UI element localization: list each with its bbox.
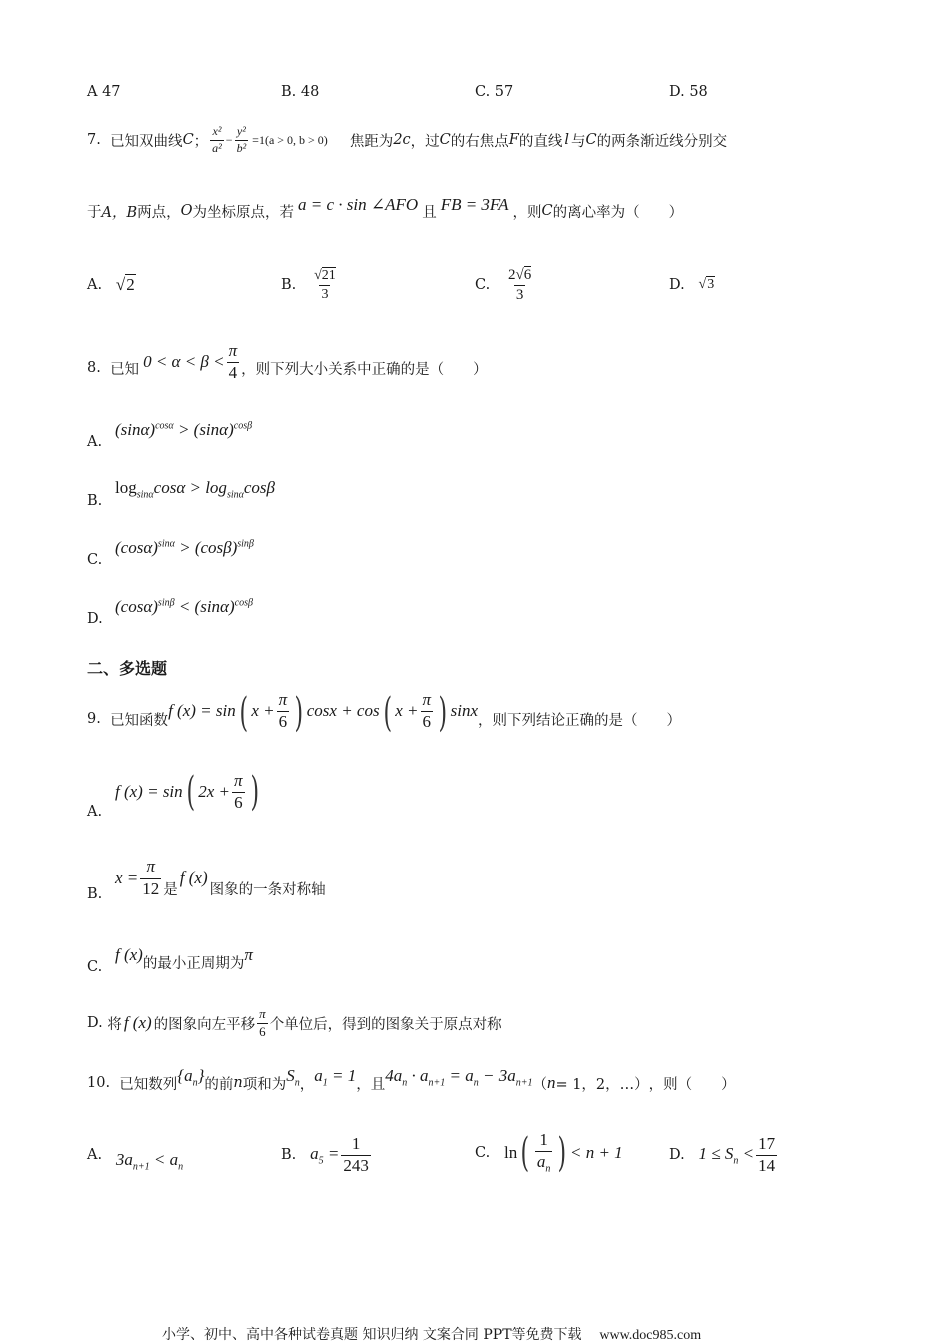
footer-link[interactable]: www.doc985.com [599, 1328, 702, 1343]
q9-number: 9. [87, 711, 101, 727]
q7-2c: 2c [393, 132, 411, 148]
q10-sequence: $\{a_n\}$ [177, 1065, 205, 1089]
section-heading-multiple-choice: 二、多选题 [87, 659, 168, 678]
q7-eq1: a = c · sin ∠AFO [298, 195, 419, 214]
q7-line2 [87, 195, 683, 227]
q9-option-a-label: A. [87, 804, 103, 820]
q7-text1: 已知双曲线 [110, 133, 183, 150]
q9-stem: 9. 已知函数 f (x) = sin ( x + $\frac{\pi}{6}$ ) cosx + cos ( x + $\frac{\pi}{6}$ ) sinx ，则下列结论正确的是（ ） [87, 689, 682, 736]
q10-option-c-fraction: $\frac{1}{a_n}$ [536, 1130, 551, 1175]
q9-text1: 已知函数 [110, 712, 169, 729]
q10-option-a [87, 1125, 183, 1185]
q7-option-b-label: B. [281, 277, 297, 293]
q7-option-a-value: √2 [115, 275, 135, 294]
q7-option-d-label: D. [669, 277, 685, 293]
q7-l-label: l [564, 132, 569, 148]
q8-pi-over-4: $\frac{\pi}{4}$ [228, 340, 238, 382]
q8-option-d-expr: $(\cos\alpha)^{sin\beta} < (\sin\alpha)^{cos\beta}$ [115, 597, 253, 616]
q7-eq2: FB = 3FA [440, 195, 509, 214]
q7-text9: 两点， [137, 204, 181, 221]
q10-option-c-label: C. [475, 1145, 491, 1161]
q7-text12: ，则 [512, 204, 542, 221]
q7-number: 7. [87, 132, 101, 148]
q7-option-c-value: $\frac{2√6}{3}$ [508, 267, 532, 303]
q8-option-a-label: A. [87, 434, 103, 450]
q6-option-d: D. 58 [669, 84, 708, 100]
q7-condition: 1(a > 0, b > 0) [258, 132, 328, 147]
q10-option-d-expr: $1 \le S_n$ < [698, 1143, 755, 1167]
q7-text7: 的两条渐近线分别交 [596, 133, 728, 150]
q8-condition: 0 < α < β < [143, 352, 225, 371]
q7-line1: 7. 已知双曲线 C ； $\frac{\text{x²}}{\text{a²}}$ − $\frac{\text{y²}}{\text{b²}}$ = 1(a > 0, b > 0) 焦距为 2c ，过 C 的右焦点 F 的直线 l 与 C 的两条渐近线分别交 [87, 124, 728, 155]
q8-option-c-label: C. [87, 552, 103, 568]
q9-pi-over-6-b: $\frac{\pi}{6}$ [422, 689, 432, 731]
q10-option-d-label: D. [669, 1147, 685, 1163]
q10-a1: $a_1 = 1$ [314, 1065, 357, 1089]
q7-ab: A，B [101, 204, 138, 221]
q7-f-label: F [508, 132, 519, 148]
q10-stem: 10. 已知数列 $\{a_n\}$ 的前 n 项和为 $S_n$ ， $a_1 = 1$ ，且 $4a_n \cdot a_{n+1} = a_n - 3a_{n+1}$ （ n = 1，2，…） ，则（ ） [87, 1065, 736, 1093]
q7-option-a-label: A. [87, 277, 103, 293]
q7-text8: 于 [87, 204, 102, 221]
q10-option-b [281, 1125, 373, 1185]
q9-arg1: x + [251, 701, 275, 720]
q7-text4: 的右焦点 [450, 133, 509, 150]
q8-stem [87, 340, 488, 396]
q8-text1: 已知 [110, 361, 140, 378]
q7-c-label-3: C [585, 132, 597, 148]
q6-option-a: A 47 [87, 84, 121, 100]
q7-c-label-4: C [541, 203, 553, 219]
q7-text13: 的离心率为（ ） [552, 204, 684, 221]
q7-option-b [281, 255, 340, 315]
q7-text5: 的直线 [518, 133, 563, 150]
q7-text3: ，过 [410, 133, 440, 150]
q7-semicolon: ； [193, 133, 209, 150]
q9-cos-part: cosx + cos [306, 701, 380, 720]
q10-option-b-label: B. [281, 1147, 297, 1163]
q10-number: 10. [87, 1075, 111, 1091]
q9-option-c-label: C. [87, 959, 103, 975]
q6-option-b: B. 48 [281, 84, 320, 100]
q9-sinx: sinx [450, 701, 479, 720]
q10-option-d-fraction: $\frac{17}{14}$ [758, 1133, 776, 1175]
q9-pi-over-6-a: $\frac{\pi}{6}$ [278, 689, 288, 731]
q9-option-a-expr: f (x) = sin ( 2x + $\frac{\pi}{6}$ ) [115, 769, 259, 816]
q10-recurrence: $4a_n \cdot a_{n+1} = a_n - 3a_{n+1}$ [385, 1065, 533, 1089]
q9-d-pi-over-6: $\frac{\pi}{6}$ [259, 1006, 266, 1039]
q10-option-a-label: A. [87, 1147, 103, 1163]
q7-o-label: O [180, 203, 193, 219]
q7-text6: 与 [570, 133, 586, 150]
q9-fx: f (x) = sin [168, 701, 236, 720]
q10-option-d [669, 1125, 779, 1185]
q7-x2-fraction: $\frac{\text{x²}}{\text{a²}}$ [212, 124, 222, 155]
footer [162, 1324, 701, 1344]
q10-option-b-expr: $a_5$ = [310, 1143, 340, 1167]
q6-option-c: C. 57 [475, 84, 514, 100]
q8-option-b-expr: $\log_{sin\alpha}\cos\alpha > \log_{sin\alpha}\cos\beta$ [115, 478, 275, 501]
q9-arg2: x + [395, 701, 419, 720]
q7-y2-fraction: $\frac{\text{y²}}{\text{b²}}$ [236, 124, 247, 155]
q7-text10: 为坐标原点，若 [192, 204, 295, 221]
q7-text11: 且 [422, 204, 437, 221]
q9-text2: ，则下列结论正确的是（ ） [478, 712, 682, 729]
q7-option-d-value: √3 [698, 277, 715, 292]
q8-number: 8. [87, 360, 101, 376]
q9-option-b-label: B. [87, 886, 103, 902]
q9-option-d: D. 将 f (x) 的图象向左平移 $\frac{\pi}{6}$ 个单位后，得到的图象关于原点对称 [87, 1006, 502, 1039]
q7-c-label-2: C [439, 132, 451, 148]
q10-sn: $S_n$ [286, 1065, 300, 1089]
q9-option-c-expr: f (x)的最小正周期为π [115, 945, 253, 972]
q7-text2: 焦距为 [349, 133, 394, 150]
footer-text: 小学、初中、高中各种试卷真题 知识归纳 文案合同 PPT等免费下载 [162, 1327, 582, 1343]
q7-option-d [669, 255, 715, 315]
q10-option-a-expr: $3a_{n+1} < a_n$ [115, 1149, 184, 1173]
q7-option-b-value: $\frac{√21}{3}$ [314, 268, 336, 302]
q10-option-c-rest: < n + 1 [569, 1143, 623, 1162]
q10-option-b-fraction: $\frac{1}{243}$ [343, 1133, 369, 1175]
q10-option-c: C. ln ( $\frac{1}{a_n}$ ) < n + 1 [475, 1130, 623, 1176]
q7-option-c [475, 255, 535, 315]
q7-option-c-label: C. [475, 277, 491, 293]
q7-option-a [87, 255, 136, 315]
q9-option-b-expr: x = $\frac{\pi}{12}$ 是 f (x) 图象的一条对称轴 [115, 857, 326, 898]
q8-option-a-expr: $(\sin\alpha)^{cos\alpha} > (\sin\alpha)^{cos\beta}$ [115, 420, 253, 439]
q10-option-c-ln: ln [504, 1143, 518, 1162]
q9-option-d-label: D. [87, 1015, 103, 1031]
q8-option-d-label: D. [87, 611, 103, 627]
q8-text2: ，则下列大小关系中正确的是（ ） [241, 361, 488, 378]
q8-option-b-label: B. [87, 493, 103, 509]
q7-c-label: C [182, 132, 194, 148]
q8-option-c-expr: $(\cos\alpha)^{sin\alpha} > (\cos\beta)^{sin\beta}$ [115, 538, 254, 557]
